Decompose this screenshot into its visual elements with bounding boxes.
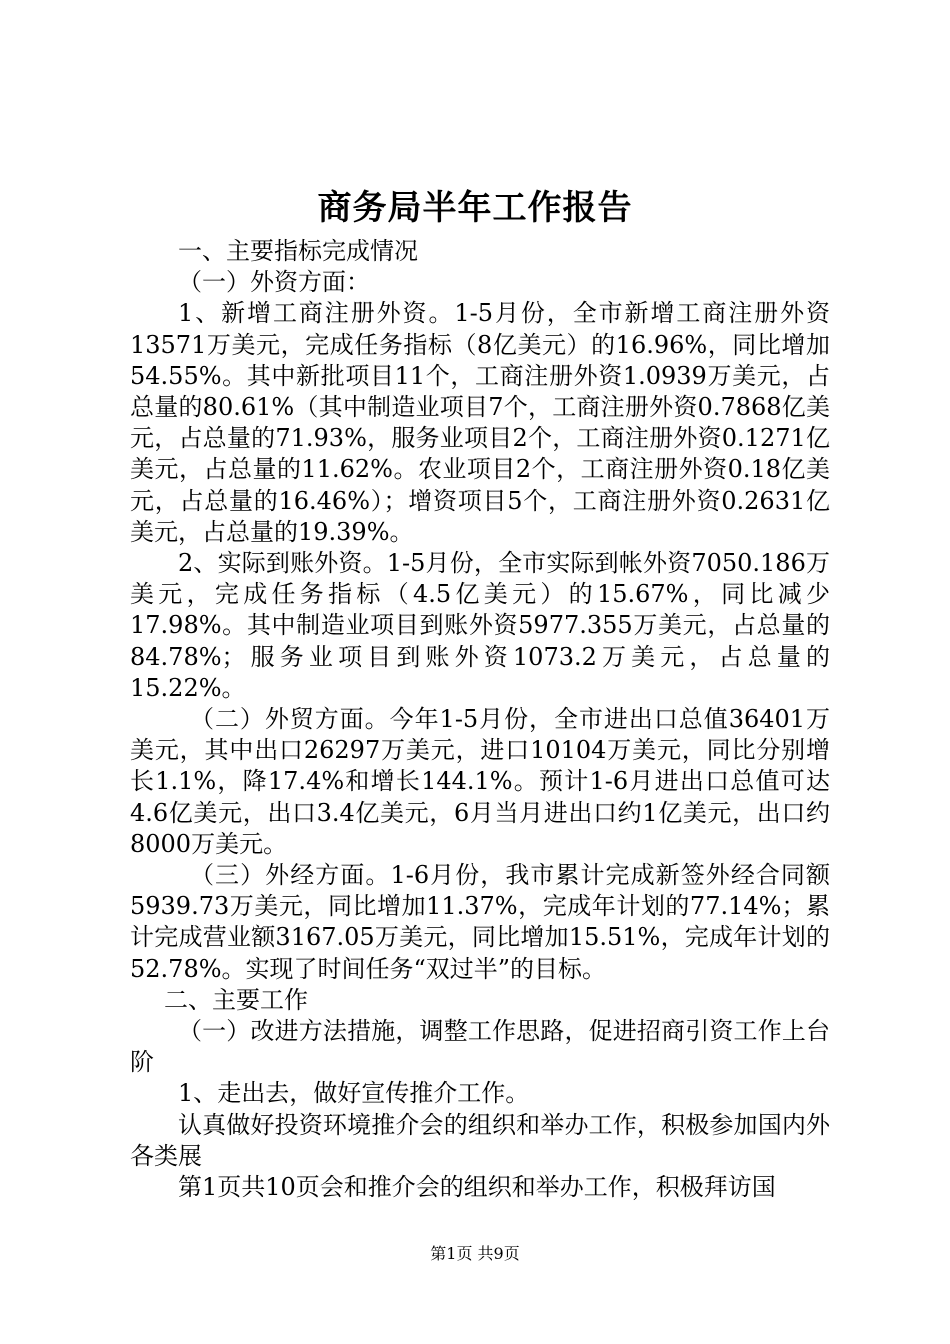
paragraph: 2、实际到账外资。1-5月份，全市实际到帐外资7050.186万美元，完成任务指标（4.5亿美元）的15.67%，同比减少17.98%。其中制造业项目到账外资5977.355万美元，占总量的84.78%；服务业项目到账外资1073.2万美元，占总量的15.22%。 [130, 549, 830, 702]
page-number: 第1页 共9页 [430, 1244, 520, 1263]
paragraph: 第1页共10页会和推介会的组织和举办工作，积极拜访国 [178, 1173, 776, 1202]
paragraph: （一）改进方法措施，调整工作思路，促进招商引资工作上台阶 [130, 1017, 830, 1077]
section-heading: 一、主要指标完成情况 [178, 237, 418, 265]
paragraph: （三）外经方面。1-6月份，我市累计完成新签外经合同额5939.73万美元，同比增加11.37%，完成年计划的77.14%；累计完成营业额3167.05万美元，同比增加15.51%，完成年计划的52.78%。实现了时间任务“双过半”的目标。 [130, 861, 830, 983]
paragraph: （二）外贸方面。今年1-5月份，全市进出口总值36401万美元，其中出口26297万美元，进口10104万美元，同比分别增长1.1%，降17.4%和增长144.1%。预计1-6月进出口总值可达4.6亿美元，出口3.4亿美元，6月当月进出口约1亿美元，出口约8000万美元。 [130, 705, 830, 858]
document-body [130, 236, 830, 1203]
document-title: 商务局半年工作报告 [317, 188, 633, 228]
paragraph: 1、新增工商注册外资。1-5月份，全市新增工商注册外资13571万美元，完成任务指标（8亿美元）的16.96%，同比增加54.55%。其中新批项目11个，工商注册外资1.0939万美元，占总量的80.61%（其中制造业项目7个，工商注册外资0.7868亿美元，占总量的71.93%，服务业项目2个，工商注册外资0.1271亿美元，占总量的11.62%。农业项目2个，工商注册外资0.18亿美元，占总量的16.46%）；增资项目5个，工商注册外资0.2631亿美元，占总量的19.39%。 [130, 299, 830, 546]
subsection-heading: （一）外资方面： [178, 268, 370, 297]
paragraph: 1、走出去，做好宣传推介工作。 [178, 1079, 530, 1108]
paragraph: 认真做好投资环境推介会的组织和举办工作，积极参加国内外各类展 [130, 1110, 830, 1170]
section-heading: 二、主要工作 [164, 985, 308, 1014]
